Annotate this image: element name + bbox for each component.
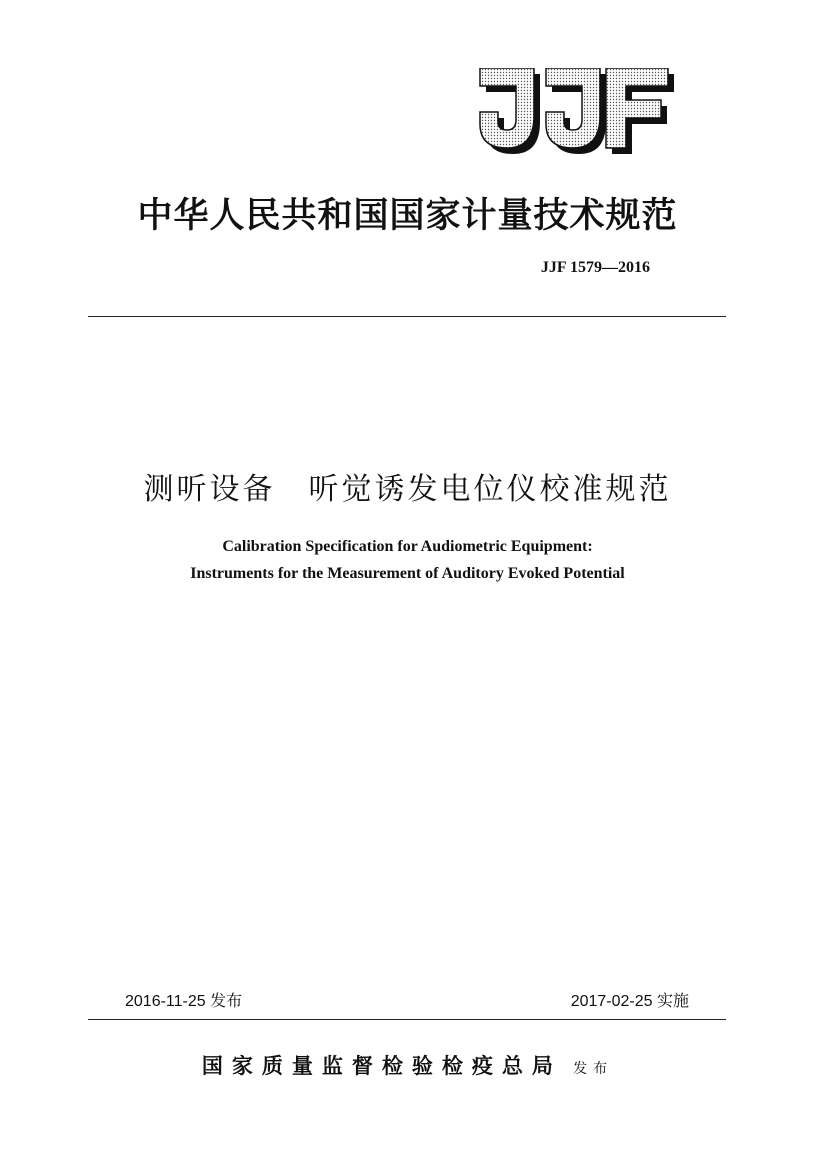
document-title-english-line1: Calibration Specification for Audiometric Equipment: <box>222 538 593 555</box>
standard-number: JJF 1579—2016 <box>540 259 650 276</box>
issuing-authority <box>0 1050 815 1080</box>
document-title-chinese: 测听设备 听觉诱发电位仪校准规范 <box>143 472 672 507</box>
bottom-divider <box>88 1019 726 1020</box>
issue-date: 2016-11-25 发布 <box>125 993 243 1010</box>
authority-name: 国家质量监督检验检疫总局 <box>201 1053 562 1078</box>
jjf-logo <box>472 68 680 154</box>
implementation-date: 2017-02-25 实施 <box>570 993 689 1010</box>
org-title: 中华人民共和国国家计量技术规范 <box>137 195 678 236</box>
publish-label: 发布 <box>573 1061 614 1077</box>
document-title-english-line2: Instruments for the Measurement of Auditory Evoked Potential <box>190 565 625 582</box>
top-divider <box>88 316 726 317</box>
